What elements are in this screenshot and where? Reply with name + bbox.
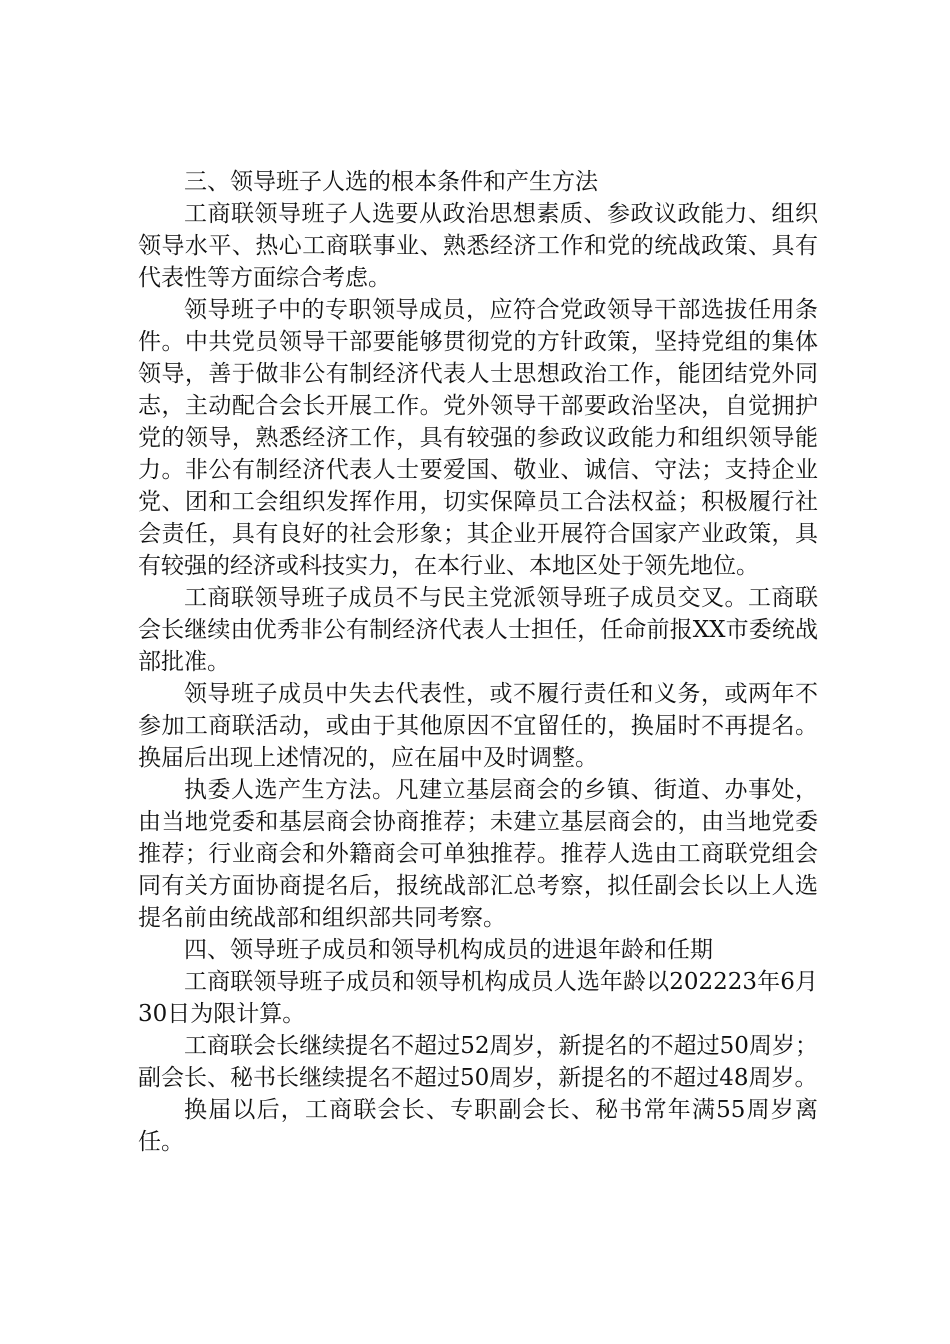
paragraph: 工商联领导班子成员不与民主党派领导班子成员交叉。工商联会长继续由优秀非公有制经济代表人士担任，任命前报XX市委统战部批准。 — [138, 585, 818, 675]
paragraph: 换届以后，工商联会长、专职副会长、秘书常年满55周岁离任。 — [138, 1097, 818, 1155]
paragraph: 工商联会长继续提名不超过52周岁，新提名的不超过50周岁；副会长、秘书长继续提名不超过50周岁，新提名的不超过48周岁。 — [138, 1033, 818, 1091]
paragraph: 领导班子成员中失去代表性，或不履行责任和义务，或两年不参加工商联活动，或由于其他原因不宜留任的，换届时不再提名。换届后出现上述情况的，应在届中及时调整。 — [138, 681, 818, 771]
document-body — [138, 166, 818, 1158]
section-heading-three: 三、领导班子人选的根本条件和产生方法 — [184, 169, 598, 195]
section-heading-four: 四、领导班子成员和领导机构成员的进退年龄和任期 — [184, 937, 713, 963]
paragraph: 执委人选产生方法。凡建立基层商会的乡镇、街道、办事处，由当地党委和基层商会协商推荐；未建立基层商会的，由当地党委推荐；行业商会和外籍商会可单独推荐。推荐人选由工商联党组会同有关方面协商提名后，报统战部汇总考察，拟任副会长以上人选提名前由统战部和组织部共同考察。 — [138, 777, 818, 931]
paragraph: 工商联领导班子人选要从政治思想素质、参政议政能力、组织领导水平、热心工商联事业、熟悉经济工作和党的统战政策、具有代表性等方面综合考虑。 — [138, 201, 818, 291]
paragraph: 工商联领导班子成员和领导机构成员人选年龄以202223年6月30日为限计算。 — [138, 969, 818, 1027]
paragraph: 领导班子中的专职领导成员，应符合党政领导干部选拔任用条件。中共党员领导干部要能够贯彻党的方针政策，坚持党组的集体领导，善于做非公有制经济代表人士思想政治工作，能团结党外同志，主动配合会长开展工作。党外领导干部要政治坚决，自觉拥护党的领导，熟悉经济工作，具有较强的参政议政能力和组织领导能力。非公有制经济代表人士要爱国、敬业、诚信、守法；支持企业党、团和工会组织发挥作用，切实保障员工合法权益；积极履行社会责任，具有良好的社会形象；其企业开展符合国家产业政策，具有较强的经济或科技实力，在本行业、本地区处于领先地位。 — [138, 297, 818, 579]
